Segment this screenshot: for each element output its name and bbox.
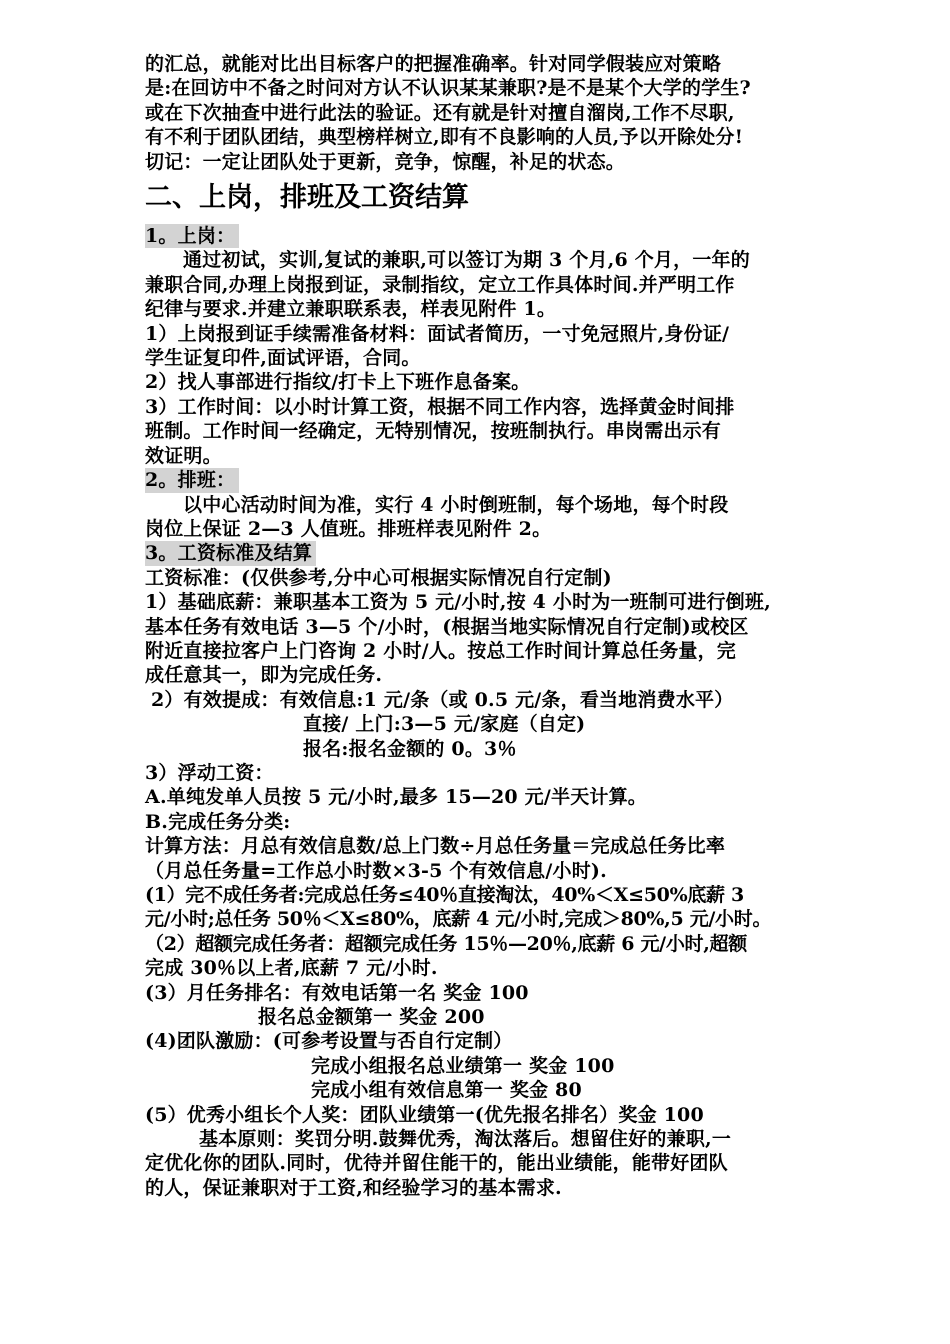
wage-standard: 工资标准：(仅供参考,分中心可根据实际情况自行定制) xyxy=(145,566,612,589)
team-incentive-line: (4)团队激励：(可参考设置与否自行定制） xyxy=(145,1030,513,1053)
section-heading: 二、上岗，排班及工资结算 xyxy=(145,182,469,214)
base-pay-line: 基本任务有效电话 3—5 个/小时，(根据当地实际情况自行定制)或校区 xyxy=(145,615,749,638)
category-2-line: （2）超额完成任务者：超额完成任务 15％—20％,底薪 6 元/小时,超额 xyxy=(145,932,747,955)
subsection-title-1: 1。上岗： xyxy=(145,224,239,248)
ranking-line: (3）月任务排名：有效电话第一名 奖金 100 xyxy=(145,981,529,1004)
base-pay-line: 成任意其一，即为完成任务. xyxy=(145,664,383,687)
float-pay-b: B.完成任务分类: xyxy=(145,810,291,833)
principle-line: 定优化你的团队.同时，优待并留住能干的，能出业绩能，能带好团队 xyxy=(145,1152,728,1175)
intro-line: 切记：一定让团队处于更新，竞争，惊醒，补足的状态。 xyxy=(145,150,626,173)
list-item: 班制。工作时间一经确定，无特别情况，按班制执行。串岗需出示有 xyxy=(145,420,722,443)
calc-method-line: （月总任务量=工作总小时数×3-5 个有效信息/小时). xyxy=(145,859,607,882)
leader-award-line: (5）优秀小组长个人奖：团队业绩第一(优先报名排名）奖金 100 xyxy=(145,1103,704,1126)
commission-line: 2）有效提成：有效信息:1 元/条（或 0.5 元/条，看当地消费水平） xyxy=(151,688,734,711)
float-pay-a: A.单纯发单人员按 5 元/小时,最多 15—20 元/半天计算。 xyxy=(145,786,648,809)
commission-line: 直接/ 上门:3—5 元/家庭（自定) xyxy=(303,713,586,736)
commission-line: 报名:报名金额的 0。3％ xyxy=(303,737,517,760)
list-item: 1）上岗报到证手续需准备材料：面试者简历，一寸免冠照片,身份证/ xyxy=(145,322,730,345)
list-item: 2）找人事部进行指纹/打卡上下班作息备案。 xyxy=(145,371,531,394)
paragraph-line: 纪律与要求.并建立兼职联系表，样表见附件 1。 xyxy=(145,298,557,321)
paragraph-line: 兼职合同,办理上岗报到证，录制指纹，定立工作具体时间.并严明工作 xyxy=(145,273,735,296)
category-1-line: 元/小时;总任务 50％＜X≤80%，底薪 4 元/小时,完成＞80%,5 元/小时。 xyxy=(145,908,772,931)
intro-line: 的汇总，就能对比出目标客户的把握准确率。针对同学假装应对策略 xyxy=(145,53,722,75)
document-page xyxy=(145,52,845,1200)
team-incentive-line: 完成小组报名总业绩第一 奖金 100 xyxy=(311,1054,615,1077)
category-2-line: 完成 30％以上者,底薪 7 元/小时. xyxy=(145,957,438,980)
base-pay-line: 1）基础底薪：兼职基本工资为 5 元/小时,按 4 小时为一班制可进行倒班, xyxy=(145,591,771,614)
float-pay-title: 3）浮动工资： xyxy=(145,761,274,784)
principle-line: 的人，保证兼职对于工资,和经验学习的基本需求. xyxy=(145,1176,562,1199)
principle-line: 基本原则：奖罚分明.鼓舞优秀，淘汰落后。想留住好的兼职,一 xyxy=(199,1128,732,1151)
intro-line: 或在下次抽查中进行此法的验证。还有就是针对擅自溜岗,工作不尽职, xyxy=(145,101,735,124)
paragraph-line: 岗位上保证 2—3 人值班。排班样表见附件 2。 xyxy=(145,517,552,540)
subsection-title-3: 3。工资标准及结算 xyxy=(145,541,316,565)
intro-line: 有不利于团队团结，典型榜样树立,即有不良影响的人员,予以开除处分! xyxy=(145,126,744,149)
team-incentive-line: 完成小组有效信息第一 奖金 80 xyxy=(311,1079,582,1102)
paragraph-line: 以中心活动时间为准，实行 4 小时倒班制，每个场地，每个时段 xyxy=(183,493,729,516)
paragraph-line: 通过初试，实训,复试的兼职,可以签订为期 3 个月,6 个月，一年的 xyxy=(183,249,750,272)
ranking-line: 报名总金额第一 奖金 200 xyxy=(258,1006,485,1029)
subsection-title-2: 2。排班： xyxy=(145,468,239,492)
category-1-line: (1）完不成任务者:完成总任务≤40％直接淘汰，40%＜X≤50%底薪 3 xyxy=(145,884,744,906)
list-item: 学生证复印件,面试评语，合同。 xyxy=(145,347,421,370)
list-item: 3）工作时间：以小时计算工资，根据不同工作内容，选择黄金时间排 xyxy=(145,395,735,418)
calc-method-line: 计算方法：月总有效信息数/总上门数÷月总任务量＝完成总任务比率 xyxy=(145,835,726,858)
intro-line: 是:在回访中不备之时问对方认不认识某某兼职?是不是某个大学的学生? xyxy=(145,77,751,100)
base-pay-line: 附近直接拉客户上门咨询 2 小时/人。按总工作时间计算总任务量，完 xyxy=(145,639,736,662)
list-item: 效证明。 xyxy=(145,444,222,467)
